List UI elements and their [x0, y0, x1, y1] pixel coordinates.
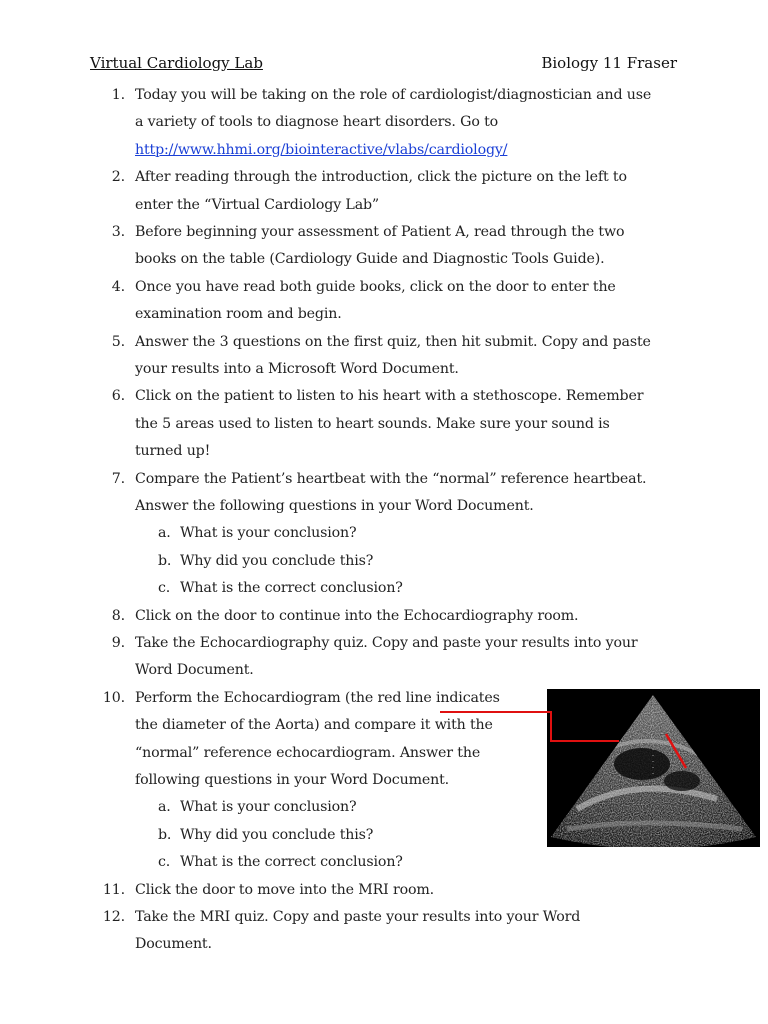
cardiology-link[interactable]: http://www.hhmi.org/biointeractive/vlabs/cardiology/ — [135, 141, 508, 158]
item-text-line: Perform the Echocardiogram (the red line indicates — [135, 689, 500, 706]
item-text-line: Once you have read both guide books, click on the door to enter the — [135, 278, 616, 295]
subitem-letter: c. — [158, 580, 171, 597]
item-text-line: Document. — [135, 936, 212, 953]
item-number: 10. — [102, 689, 125, 706]
subitem-text: What is the correct conclusion? — [180, 580, 403, 597]
item-text-line: Take the Echocardiography quiz. Copy and paste your results into your — [135, 635, 638, 651]
subitem-text: Why did you conclude this? — [180, 552, 374, 569]
item-text-line: turned up! — [135, 443, 211, 460]
item-text-line: the diameter of the Aorta) and compare it with the — [135, 717, 493, 734]
course-label: Biology 11 Fraser — [541, 54, 677, 72]
item-number: 11. — [102, 881, 125, 898]
subitem-letter: b. — [158, 826, 172, 843]
subitem-letter: a. — [158, 525, 171, 542]
item-text-line: books on the table (Cardiology Guide and Diagnostic Tools Guide). — [135, 251, 605, 268]
item-text-line: Today you will be taking on the role of cardiologist/diagnostician and use — [135, 87, 652, 103]
item-number: 9. — [111, 635, 125, 651]
subitem-text: What is the correct conclusion? — [180, 854, 403, 871]
item-text-line: your results into a Microsoft Word Document. — [135, 361, 459, 377]
item-text-line: Answer the following questions in your Word Document. — [135, 498, 534, 514]
subitem-letter: b. — [158, 552, 172, 569]
item-text-line: following questions in your Word Document. — [135, 772, 450, 788]
subitem-letter: c. — [158, 854, 171, 871]
item-text-line: examination room and begin. — [135, 306, 342, 323]
item-text-line: enter the “Virtual Cardiology Lab” — [135, 196, 380, 213]
item-number: 4. — [111, 278, 125, 295]
document-title: Virtual Cardiology Lab — [90, 54, 263, 72]
item-text-line: a variety of tools to diagnose heart disorders. Go to — [135, 114, 499, 131]
subitem-letter: a. — [158, 799, 171, 816]
subitem-text: What is your conclusion? — [180, 799, 357, 816]
item-number: 1. — [111, 87, 125, 103]
item-number: 3. — [111, 224, 125, 240]
item-text-line: “normal” reference echocardiogram. Answer the — [135, 744, 481, 761]
item-text-line: the 5 areas used to listen to heart sounds. Make sure your sound is — [135, 415, 610, 432]
item-number: 7. — [111, 470, 125, 487]
item-text-line: Compare the Patient’s heartbeat with the “normal” reference heartbeat. — [135, 470, 647, 487]
item-text-line: Word Document. — [135, 662, 254, 679]
item-number: 12. — [102, 909, 125, 925]
item-text-line: Before beginning your assessment of Patient A, read through the two — [135, 224, 625, 240]
item-text-line: Click the door to move into the MRI room. — [135, 881, 435, 898]
subitem-text: Why did you conclude this? — [180, 826, 374, 843]
item-number: 2. — [111, 169, 125, 186]
item-number: 6. — [111, 388, 125, 405]
item-number: 5. — [111, 333, 125, 350]
item-number: 8. — [111, 607, 125, 624]
item-text-line: After reading through the introduction, click the picture on the left to — [135, 169, 627, 186]
item-text-line: Click on the door to continue into the Echocardiography room. — [135, 607, 579, 624]
subitem-text: What is your conclusion? — [180, 525, 357, 542]
item-text-line: Take the MRI quiz. Copy and paste your results into your Word — [135, 909, 581, 925]
item-text-line: Answer the 3 questions on the first quiz, then hit submit. Copy and paste — [135, 333, 651, 350]
item-text-line: Click on the patient to listen to his heart with a stethoscope. Remember — [135, 388, 644, 405]
